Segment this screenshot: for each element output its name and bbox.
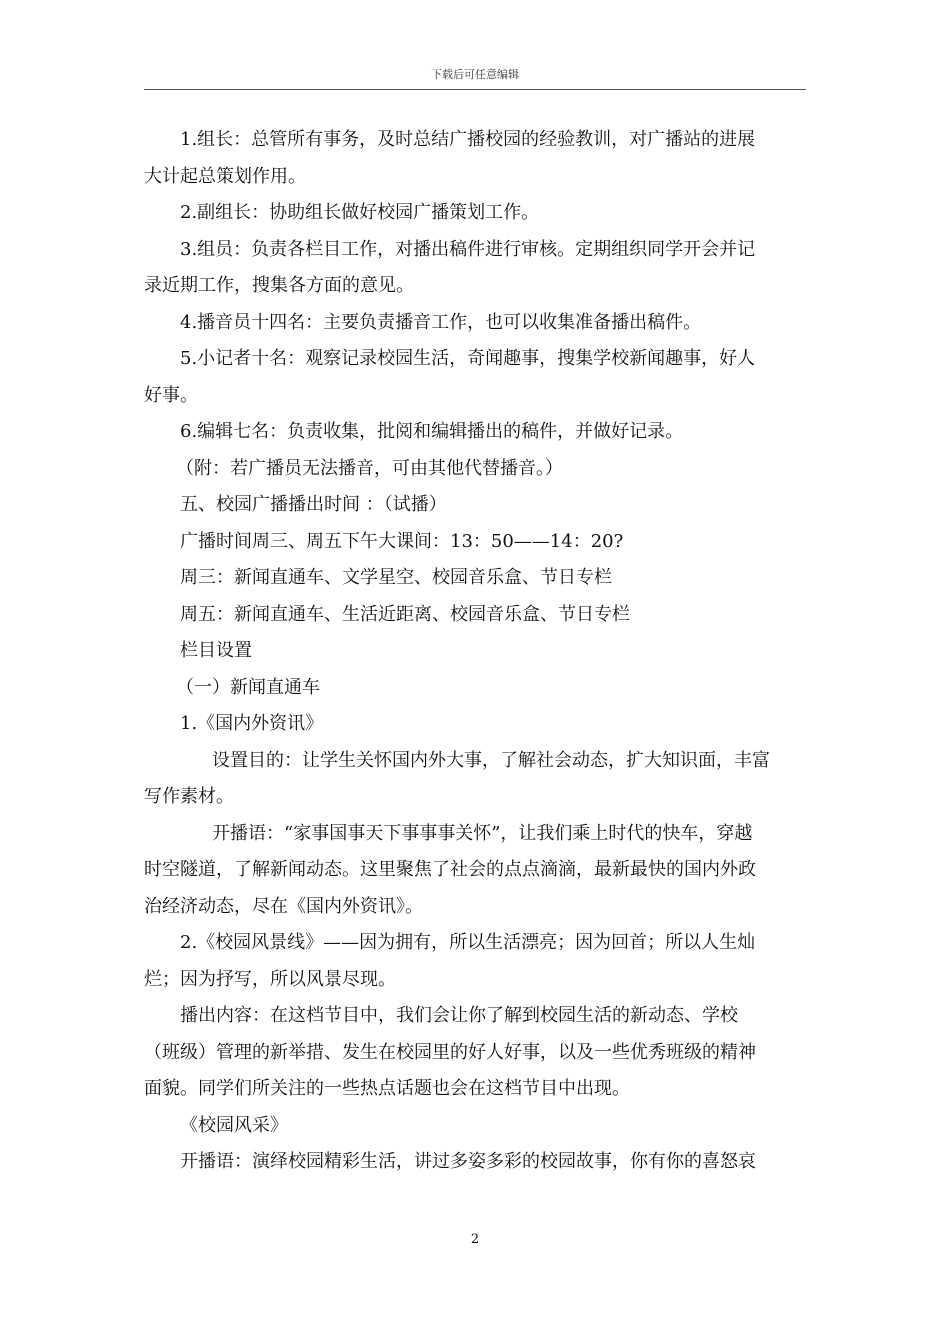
paragraph-line: 周五：新闻直通车、生活近距离、校园音乐盒、节日专栏: [180, 603, 630, 625]
paragraph-line: 开播语：演绎校园精彩生活，讲过多姿多彩的校园故事，你有你的喜怒哀: [180, 1151, 756, 1172]
paragraph-line: 1.《国内外资讯》: [180, 713, 324, 734]
paragraph-line: （一）新闻直通车: [176, 676, 320, 698]
page-number: 2: [470, 1232, 480, 1247]
document-body: [144, 122, 806, 1181]
paragraph-line: 周三：新闻直通车、文学星空、校园音乐盒、节日专栏: [180, 567, 612, 588]
paragraph-line: 设置目的：让学生关怀国内外大事，了解社会动态，扩大知识面，丰富: [212, 749, 770, 771]
paragraph-line: 《校园风采》: [180, 1114, 288, 1136]
paragraph-line: 开播语：“家事国事天下事事事关怀”，让我们乘上时代的快车，穿越: [212, 822, 753, 844]
paragraph-line: 2.《校园风景线》——因为拥有，所以生活漂亮；因为回首；所以人生灿: [180, 932, 756, 953]
paragraph-line: 录近期工作，搜集各方面的意见。: [144, 275, 414, 296]
paragraph-line: 时空隧道，了解新闻动态。这里聚焦了社会的点点滴滴，最新最快的国内外政: [144, 859, 756, 880]
page-header: 下载后可任意编辑: [431, 68, 519, 81]
paragraph-line: 4.播音员十四名：主要负责播音工作，也可以收集准备播出稿件。: [180, 311, 702, 333]
paragraph-line: 治经济动态，尽在《国内外资讯》。: [144, 895, 423, 917]
paragraph-line: 烂；因为抒写，所以风景尽现。: [144, 968, 396, 990]
paragraph-line: 好事。: [144, 384, 198, 406]
paragraph-line: 1.组长：总管所有事务，及时总结广播校园的经验教训，对广播站的进展: [180, 129, 756, 150]
paragraph-line: 播出内容：在这档节目中，我们会让你了解到校园生活的新动态、学校: [180, 1005, 738, 1026]
paragraph-line: 3.组员：负责各栏目工作，对播出稿件进行审核。定期组织同学开会并记: [180, 238, 756, 260]
paragraph-line: 五、校园广播播出时间 ：（试播）: [180, 494, 447, 515]
paragraph-line: 5.小记者十名：观察记录校园生活，奇闻趣事，搜集学校新闻趣事，好人: [180, 348, 756, 369]
paragraph-line: 大计起总策划作用。: [144, 165, 306, 187]
paragraph-line: （班级）管理的新举措、发生在校园里的好人好事，以及一些优秀班级的精神: [144, 1041, 756, 1063]
paragraph-line: （附：若广播员无法播音，可由其他代替播音。）: [176, 457, 563, 479]
header-divider: [144, 89, 806, 90]
paragraph-line: 6.编辑七名：负责收集，批阅和编辑播出的稿件，并做好记录。: [180, 421, 684, 442]
paragraph-line: 栏目设置: [180, 640, 252, 661]
paragraph-line: 写作素材。: [144, 786, 234, 807]
paragraph-line: 2.副组长：协助组长做好校园广播策划工作。: [180, 202, 540, 223]
paragraph-line: 面貌。同学们所关注的一些热点话题也会在这档节目中出现。: [144, 1078, 630, 1099]
paragraph-line: 广播时间周三、周五下午大课间：13：50——14：20?: [180, 530, 624, 552]
